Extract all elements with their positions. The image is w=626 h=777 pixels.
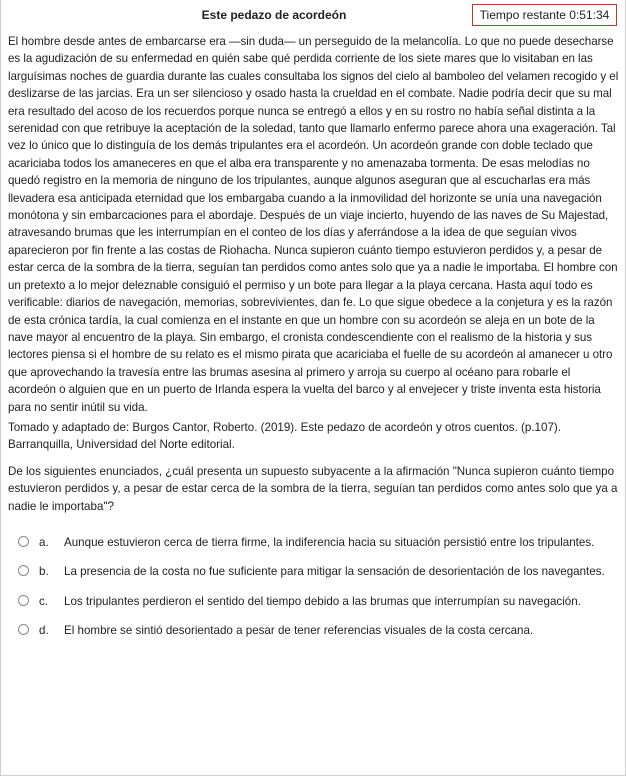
page-title: Este pedazo de acordeón <box>201 8 347 22</box>
question-prompt: De los siguientes enunciados, ¿cuál presenta un supuesto subyacente a la afirmación "Nunca supieron cuánto tiempo estuvieron perdidos y, a pesar de estar cerca de la sombra de la tierra, seguían tan perdidos como antes solo que ya a nadie le importaba"? <box>8 464 618 513</box>
option-letter: d. <box>39 624 49 638</box>
answer-options <box>18 534 620 640</box>
option-letter: a. <box>39 535 49 549</box>
source-citation: Tomado y adaptado de: Burgos Cantor, Roberto. (2019). Este pedazo de acordeón y otros cuentos. (p.107). Barranquilla, Universidad del Norte editorial. <box>8 420 561 452</box>
option-text[interactable]: La presencia de la costa no fue suficiente para mitigar la sensación de desorientación de los navegantes. <box>64 565 605 579</box>
option-text[interactable]: Los tripulantes perdieron el sentido del tiempo debido a las brumas que interrumpían su navegación. <box>64 594 581 608</box>
quiz-header <box>0 0 626 32</box>
time-remaining: Tiempo restante 0:51:34 <box>472 4 617 26</box>
radio-button-b[interactable] <box>18 565 29 576</box>
option-text[interactable]: Aunque estuvieron cerca de tierra firme, la indiferencia hacia su situación persistió entre los tripulantes. <box>64 535 595 549</box>
answer-option-a[interactable] <box>18 534 620 551</box>
answer-option-c[interactable] <box>18 593 620 610</box>
radio-button-c[interactable] <box>18 595 29 606</box>
radio-button-d[interactable] <box>18 624 29 635</box>
radio-button-a[interactable] <box>18 536 29 547</box>
question-content <box>8 33 620 652</box>
reading-passage: El hombre desde antes de embarcarse era —sin duda— un perseguido de la melancolía. Lo que no puede desecharse es la agudización de su enfermedad en quién sabe qué perdida corriente de los siete mares que lo visitaban en las larguísimas noches de guardia durante las cuales consultaba los signos del cielo al bamboleo del velamen recogido y el deslizarse de las jarcias. Era un ser silencioso y osado hasta la crueldad en el combate. Nadie podría decir que su mal era resultado del acoso de los recuerdos porque nunca se entregó a ellos y en su rostro no había señal distinta a la serenidad con que retribuye la aceptación de la soledad, tanto que llamarlo enfermo parece ahora una exageración. Tal vez lo único que lo distinguía de los demás tripulantes era el acordeón. Un acordeón grande con doble teclado que acariciaba todos los amaneceres en que el alba era transparente y no amenazaba tormenta. De esas melodías no quedó registro en la memoria de ninguno de los tripulantes, aunque algunos aseguran que al escucharlas era más llevadera esa anticipada eternidad que los embargaba cuando a la inmovilidad del horizonte se unía una navegación monótona y sin embarcaciones para el abordaje. Después de un viaje incierto, huyendo de las naves de Su Majestad, atravesando brumas que les interrumpían en el conteo de los días y aferrándose a la idea de que seguían vivos aparecieron por fin frente a las costas de Riohacha. Nunca supieron cuánto tiempo estuvieron perdidos y, a pesar de estar cerca de la sombra de la tierra, seguían tan perdidos como antes solo que ya a nadie le importaba. El hombre con un pretexto a lo mejor deleznable consiguió el permiso y un bote para llegar a la playa cercana. Hasta aquí todo es verificable: diarios de navegación, memorias, sobrevivientes, dan fe. Lo que sigue obedece a la conjetura y es la razón de esta crónica tardía, la cual comienza en el instante en que un hombre con su acordeón se aleja en un bote de la nave mayor al encuentro de la playa. Sin embargo, el cronista condescendiente con el realismo de la historia y sus lectores piensa si el hombre de su relato es el mismo pirata que acariciaba el fuelle de su acordeón al amanecer u otro que aprovechando la travesía entre las brumas asesina al primero y arroja su cuerpo al océano para robarle el acordeón o alguien que en un puerto de Irlanda espera la vuelta del barco y al envejecer y triste inventa esta historia para no sentir inútil su vida. <box>8 35 619 414</box>
option-letter: c. <box>39 594 49 608</box>
option-text[interactable]: El hombre se sintió desorientado a pesar de tener referencias visuales de la costa cercana. <box>64 624 534 638</box>
answer-option-d[interactable] <box>18 622 620 639</box>
option-letter: b. <box>39 565 49 579</box>
answer-option-b[interactable] <box>18 563 620 580</box>
